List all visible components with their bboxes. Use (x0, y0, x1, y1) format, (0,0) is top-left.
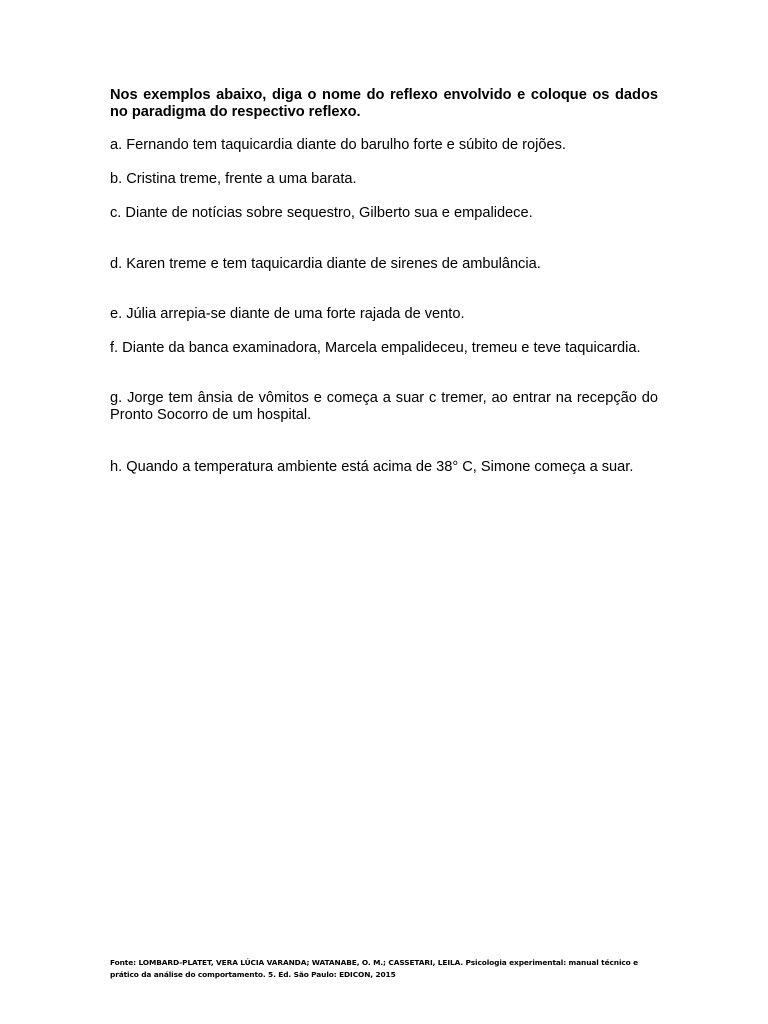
exercise-item-c: c. Diante de notícias sobre sequestro, Gilberto sua e empalidece. (110, 205, 533, 221)
exercise-item-g: g. Jorge tem ânsia de vômitos e começa a suar c tremer, ao entrar na recepção do Pronto Socorro de um hospital. (110, 390, 658, 423)
exercise-instruction: Nos exemplos abaixo, diga o nome do reflexo envolvido e coloque os dados no paradigma do respectivo reflexo. (110, 87, 658, 120)
exercise-item-d: d. Karen treme e tem taquicardia diante de sirenes de ambulância. (110, 256, 541, 272)
exercise-item-b: b. Cristina treme, frente a uma barata. (110, 171, 357, 187)
exercise-item-e: e. Júlia arrepia-se diante de uma forte rajada de vento. (110, 306, 465, 322)
exercise-item-a: a. Fernando tem taquicardia diante do barulho forte e súbito de rojões. (110, 137, 566, 153)
source-citation-footer: Fonte: LOMBARD-PLATET, VERA LÚCIA VARANDA; WATANABE, O. M.; CASSETARI, LEILA. Psicologia experimental: manual técnico e prático da análise do comportamento. 5. Ed. São Paulo: EDICON, 2015 (110, 958, 639, 979)
exercise-item-f: f. Diante da banca examinadora, Marcela empalideceu, tremeu e teve taquicardia. (110, 340, 641, 356)
exercise-item-h: h. Quando a temperatura ambiente está acima de 38° C, Simone começa a suar. (110, 459, 634, 475)
